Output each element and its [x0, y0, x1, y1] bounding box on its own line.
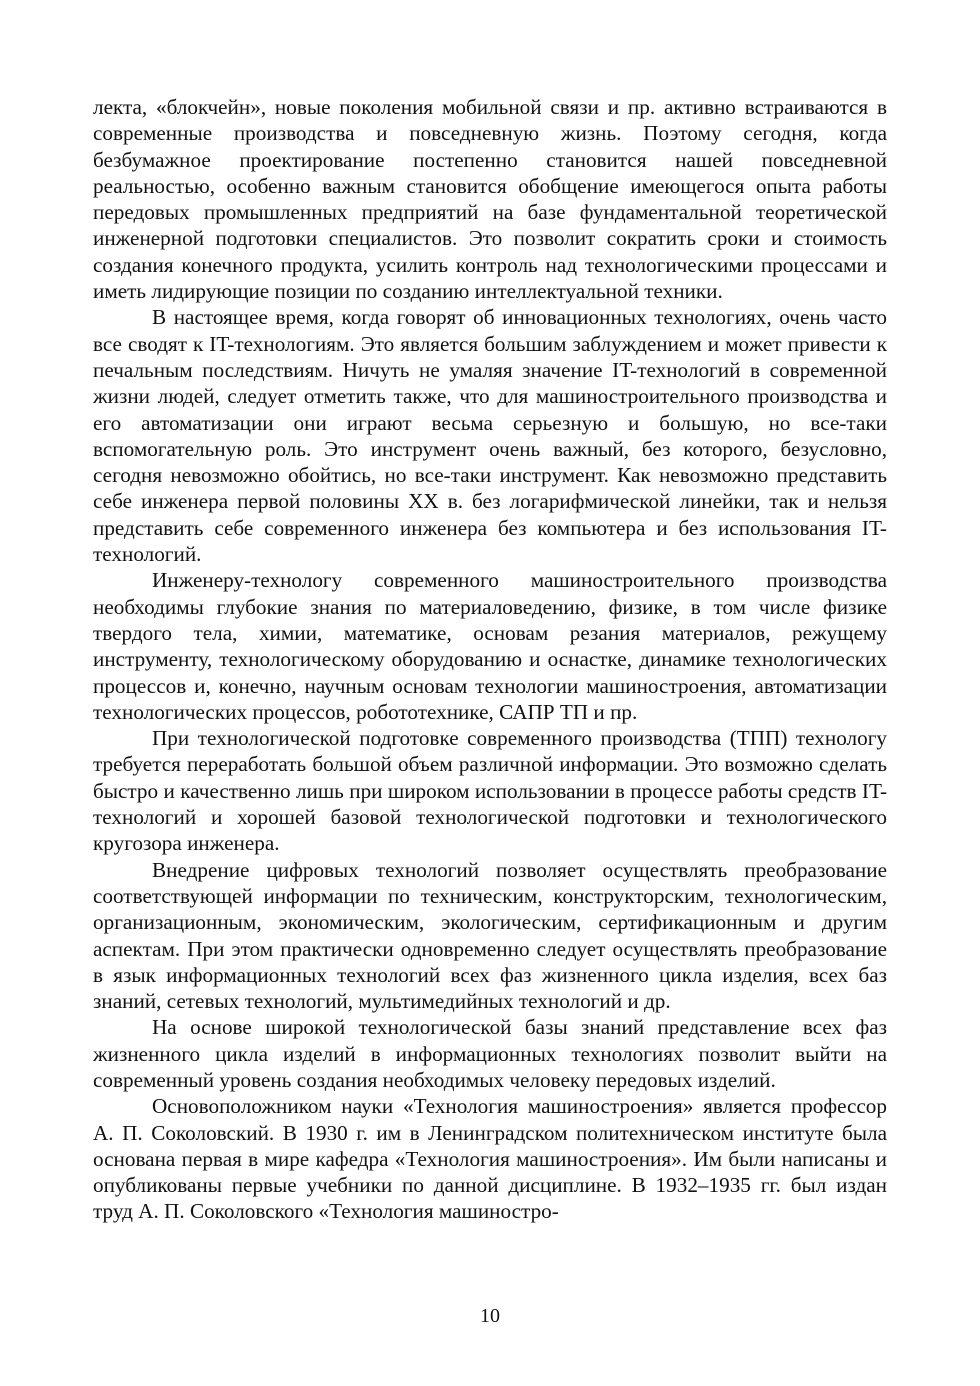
paragraph-4: При технологической подготовке современного производства (ТПП) технологу требуется переработать большой объем различной информации. Это возможно сделать быстро и качественно лишь при широком использовании в процессе работы средств IT-технологий и хорошей базовой технологической подготовки и технологического кругозора инженера.: [93, 726, 887, 856]
paragraph-1: лекта, «блокчейн», новые поколения мобильной связи и пр. активно встраиваются в современные производства и повседневную жизнь. Поэтому сегодня, когда безбумажное проектирование постепенно становится нашей повседневной реальностью, особенно важным становится обобщение имеющегося опыта работы передовых промышленных предприятий на базе фундаментальной теоретической инженерной подготовки специалистов. Это позволит сократить сроки и стоимость создания конечного продукта, усилить контроль над технологическими процессами и иметь лидирующие позиции по созданию интеллектуальной техники.: [93, 95, 887, 304]
paragraph-6: На основе широкой технологической базы знаний представление всех фаз жизненного цикла изделий в информационных технологиях позволит выйти на современный уровень создания необходимых человеку передовых изделий.: [93, 1015, 887, 1092]
paragraph-3: Инженеру-технологу современного машиностроительного производства необходимы глубокие знания по материаловедению, физике, в том числе физике твердого тела, химии, математике, основам резания материалов, режущему инструменту, технологическому оборудованию и оснастке, динамике технологических процессов и, конечно, научным основам технологии машиностроения, автоматизации технологических процессов, робототехнике, САПР ТП и пр.: [93, 568, 887, 724]
page-number: 10: [480, 1305, 500, 1327]
paragraph-7: Основоположником науки «Технология машиностроения» является профессор А. П. Соколовский. В 1930 г. им в Ленинградском политехническом институте была основана первая в мире кафедра «Технология машиностроения». Им были написаны и опубликованы первые учебники по данной дисциплине. В 1932–1935 гг. был издан труд А. П. Соколовского «Технология машиностро-: [93, 1094, 887, 1224]
page-body: [93, 94, 887, 1225]
paragraph-2: В настоящее время, когда говорят об инновационных технологиях, очень часто все сводят к IT-технологиям. Это является большим заблуждением и может привести к печальным последствиям. Ничуть не умаляя значение IT-технологий в современной жизни людей, следует отметить также, что для машиностроительного производства и его автоматизации они играют весьма серьезную и большую, но все-таки вспомогательную роль. Это инструмент очень важный, без которого, безусловно, сегодня невозможно обойтись, но все-таки инструмент. Как невозможно представить себе инженера первой половины XX в. без логарифмической линейки, так и нельзя представить себе современного инженера без компьютера и без использования IT-технологий.: [93, 305, 887, 567]
paragraph-5: Внедрение цифровых технологий позволяет осуществлять преобразование соответствующей информации по техническим, конструкторским, технологическим, организационным, экономическим, экологическим, сертификационным и другим аспектам. При этом практически одновременно следует осуществлять преобразование в язык информационных технологий всех фаз жизненного цикла изделия, всех баз знаний, сетевых технологий, мультимедийных технологий и др.: [93, 857, 887, 1014]
